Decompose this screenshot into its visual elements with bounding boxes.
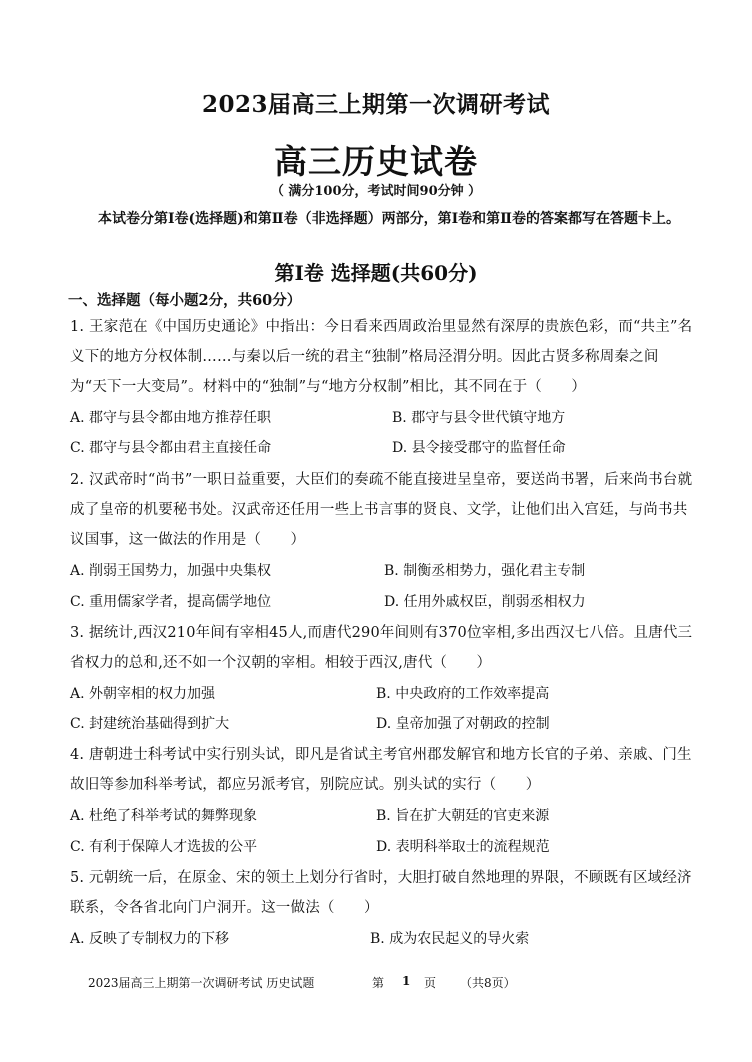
question-option: B. 中央政府的工作效率提高 [376,686,550,702]
question-stem: 3. 据统计,西汉210年间有宰相45人,而唐代290年间则有370位宰相,多出西汉七八倍。且唐代三省权力的总和,还不如一个汉朝的宰相。相较于西汉,唐代（ ） [70,625,693,671]
question-stem: 2. 汉武帝时“尚书”一职日益重要，大臣们的奏疏不能直接进呈皇帝，要送尚书署，后来尚书台就成了皇帝的机要秘书处。汉武帝还任用一些上书言事的贤良、文学，让他们出入宫廷，与尚书共议国事，这一做法的作用是（ ） [70,472,693,548]
footer-title: 2023届高三上期第一次调研考试 历史试题 [88,976,315,990]
footer-page-number: 1 [402,974,411,988]
footer-total-pages: （共8页） [460,976,516,990]
question-option: A. 郡守与县令都由地方推荐任职 [70,410,272,426]
exam-instructions: 本试卷分第Ⅰ卷(选择题)和第Ⅱ卷（非选择题）两部分，第Ⅰ卷和第Ⅱ卷的答案都写在答题卡上。 [98,211,680,227]
question-option: C. 封建统治基础得到扩大 [70,716,230,732]
question-option: D. 表明科举取士的流程规范 [376,839,550,855]
footer-page-unit: 页 [424,976,437,990]
question-option: B. 旨在扩大朝廷的官吏来源 [376,808,550,824]
question-option: C. 郡守与县令都由君主直接任命 [70,440,272,456]
question-stem: 4. 唐朝进士科考试中实行别头试，即凡是省试主考官州郡发解官和地方长官的子弟、亲戚、门生故旧等参加科举考试，都应另派考官，别院应试。别头试的实行（ ） [70,747,692,793]
question-option: B. 成为农民起义的导火索 [370,931,530,947]
question-option: A. 外朝宰相的权力加强 [70,686,216,702]
paper-title: 高三历史试卷 [274,142,478,181]
question-option: C. 有利于保障人才选拔的公平 [70,839,258,855]
question-option: A. 削弱王国势力，加强中央集权 [70,563,272,579]
question-option: B. 制衡丞相势力，强化君主专制 [384,563,586,579]
question-option: C. 重用儒家学者，提高儒学地位 [70,594,272,610]
score-note: （ 满分100分，考试时间90分钟 ） [270,184,482,199]
section-subheading: 一、选择题（每小题2分，共60分） [68,292,302,309]
exam-title: 2023届高三上期第一次调研考试 [201,91,550,118]
question-option: A. 反映了专制权力的下移 [70,931,230,947]
section-heading: 第Ⅰ卷 选择题(共60分) [274,261,478,285]
question-option: A. 杜绝了科举考试的舞弊现象 [70,808,258,824]
question-option: D. 县令接受郡守的监督任命 [392,440,566,456]
question-option: B. 郡守与县令世代镇守地方 [392,410,566,426]
question-stem: 1. 王家范在《中国历史通论》中指出：今日看来西周政治里显然有深厚的贵族色彩，而“共主”名义下的地方分权体制……与秦以后一统的君主“独制”格局泾渭分明。因此古贤多称周秦之间为“天下一大变局”。材料中的“独制”与“地方分权制”相比，其不同在于（ ） [70,319,693,395]
question-stem: 5. 元朝统一后，在原金、宋的领土上划分行省时，大胆打破自然地理的界限，不顾既有区域经济联系，令各省北向门户洞开。这一做法（ ） [70,870,692,916]
footer-page-label: 第 [372,976,385,990]
question-option: D. 皇帝加强了对朝政的控制 [376,716,550,732]
question-option: D. 任用外戚权臣，削弱丞相权力 [384,594,586,610]
